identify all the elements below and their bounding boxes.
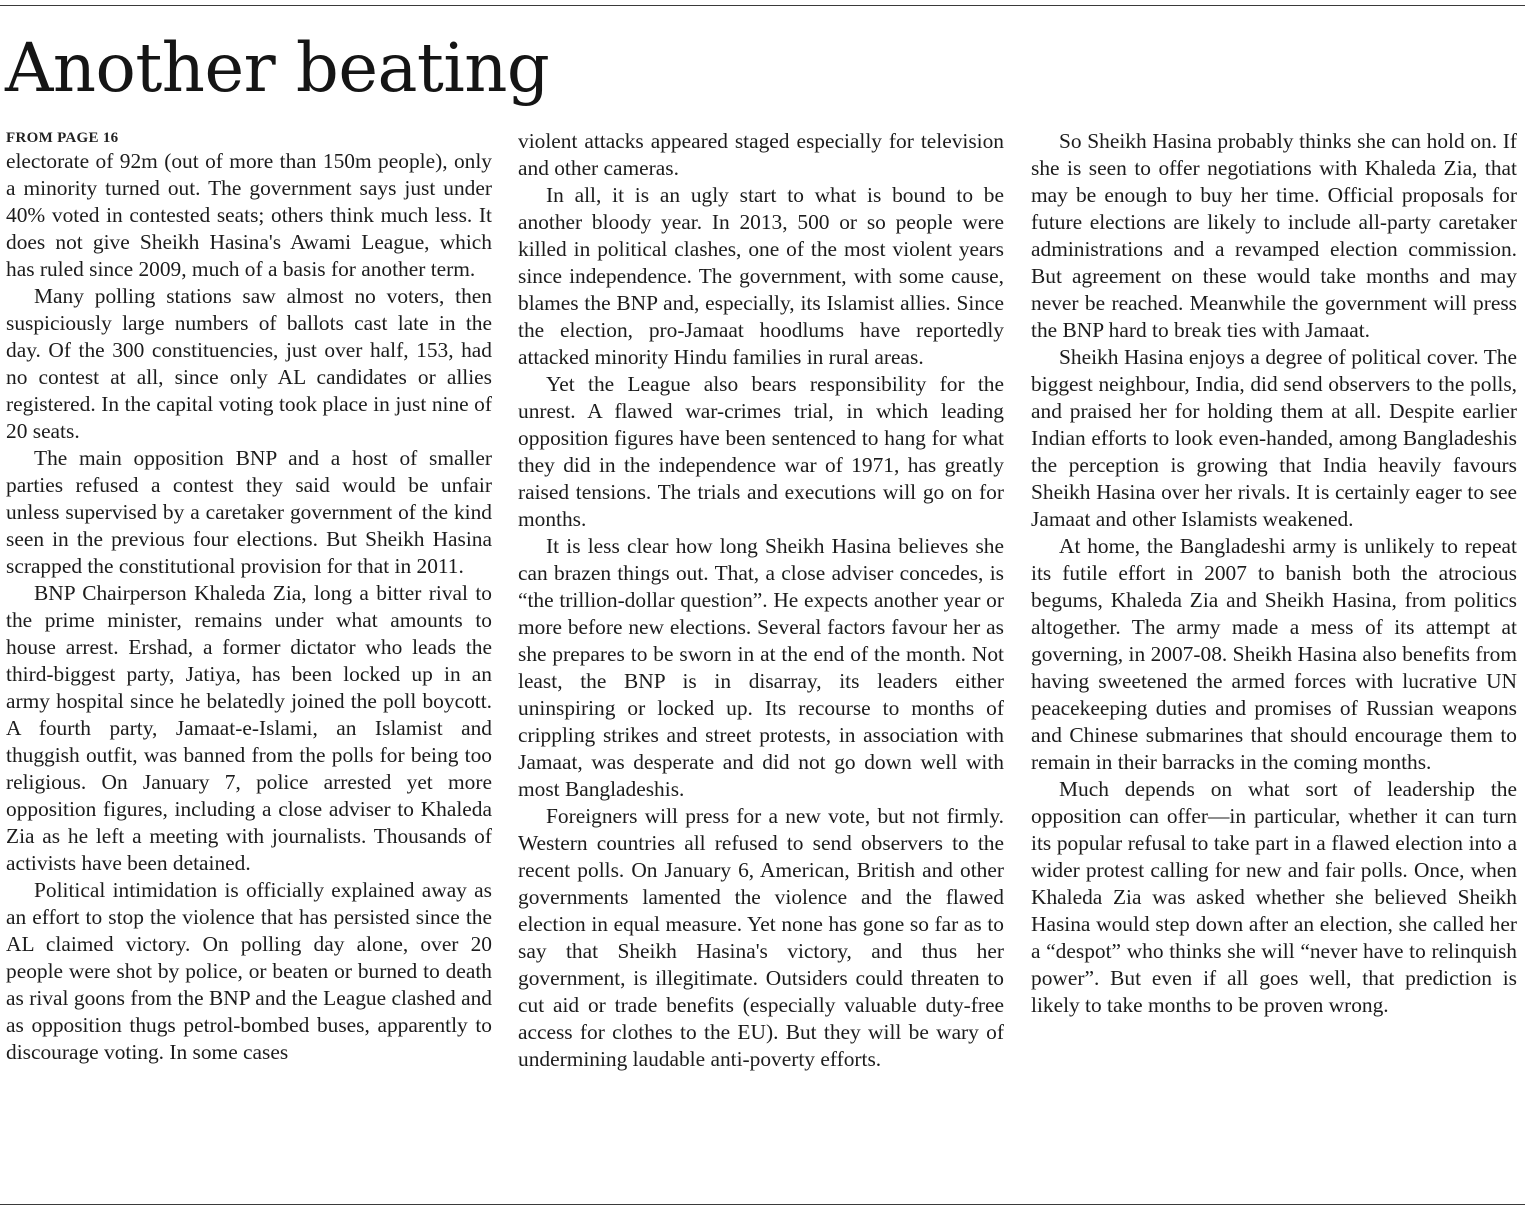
paragraph: violent attacks appeared staged especially for television and other cameras.	[518, 129, 1004, 180]
paragraph: Sheikh Hasina enjoys a degree of political cover. The biggest neighbour, India, did send observers to the polls, and praised her for holding them at all. Despite earlier Indian efforts to look even-handed, among Bangladeshis the perception is growing that India heavily favours Sheikh Hasina over her rivals. It is certainly eager to see Jamaat and other Islamists weakened.	[1031, 345, 1517, 531]
top-rule	[0, 5, 1525, 6]
paragraph: At home, the Bangladeshi army is unlikely to repeat its futile effort in 2007 to banish both the atrocious begums, Khaleda Zia and Sheikh Hasina, from politics altogether. The army made a mess of its attempt at governing, in 2007-08. Sheikh Hasina also benefits from having sweetened the armed forces with lucrative UN peacekeeping duties and promises of Russian weapons and Chinese submarines that should encourage them to remain in their barracks in the coming months.	[1031, 534, 1517, 774]
paragraph: BNP Chairperson Khaleda Zia, long a bitter rival to the prime minister, remains under what amounts to house arrest. Ershad, a former dictator who leads the third-biggest party, Jatiya, has been locked up in an army hospital since he belatedly joined the poll boycott. A fourth party, Jamaat-e-Islami, an Islamist and thuggish outfit, was banned from the polls for being too religious. On January 7, police arrested yet more opposition figures, including a close adviser to Khaleda Zia as he left a meeting with journalists. Thousands of activists have been detained.	[6, 581, 492, 875]
bottom-rule	[0, 1204, 1525, 1205]
headline: Another beating	[5, 29, 550, 107]
paragraph: So Sheikh Hasina probably thinks she can hold on. If she is seen to offer negotiations with Khaleda Zia, that may be enough to buy her time. Official proposals for future elections are likely to include all-party caretaker administrations and a revamped election commission. But agreement on these would take months and may never be reached. Meanwhile the government will press the BNP hard to break ties with Jamaat.	[1031, 129, 1517, 342]
from-page-label: FROM PAGE 16	[6, 130, 119, 146]
paragraph: electorate of 92m (out of more than 150m people), only a minority turned out. The government says just under 40% voted in contested seats; others think much less. It does not give Sheikh Hasina's Awami League, which has ruled since 2009, much of a basis for another term.	[6, 149, 492, 281]
paragraph: Political intimidation is officially explained away as an effort to stop the violence that has persisted since the AL claimed victory. On polling day alone, over 20 people were shot by police, or beaten or burned to death as rival goons from the BNP and the League clashed and as opposition thugs petrol-bombed buses, apparently to discourage voting. In some cases	[6, 878, 492, 1064]
article-column-3	[1031, 128, 1517, 1194]
paragraph: Many polling stations saw almost no voters, then suspiciously large numbers of ballots cast late in the day. Of the 300 constituencies, just over half, 153, had no contest at all, since only AL candidates or allies registered. In the capital voting took place in just nine of 20 seats.	[6, 284, 492, 443]
paragraph: It is less clear how long Sheikh Hasina believes she can brazen things out. That, a close adviser concedes, is “the trillion-dollar question”. He expects another year or more before new elections. Several factors favour her as she prepares to be sworn in at the end of the month. Not least, the BNP is in disarray, its leaders either uninspiring or locked up. Its recourse to months of crippling strikes and street protests, in association with Jamaat, was desperate and did not go down well with most Bangladeshis.	[518, 534, 1004, 801]
paragraph: Yet the League also bears responsibility for the unrest. A flawed war-crimes trial, in which leading opposition figures have been sentenced to hang for what they did in the independence war of 1971, has greatly raised tensions. The trials and executions will go on for months.	[518, 372, 1004, 531]
paragraph: The main opposition BNP and a host of smaller parties refused a contest they said would be unfair unless supervised by a caretaker government of the kind seen in the previous four elections. But Sheikh Hasina scrapped the constitutional provision for that in 2011.	[6, 446, 492, 578]
article-column-2	[518, 128, 1004, 1194]
article-column-1	[6, 128, 492, 1194]
paragraph: In all, it is an ugly start to what is bound to be another bloody year. In 2013, 500 or so people were killed in political clashes, one of the most violent years since independence. The government, with some cause, blames the BNP and, especially, its Islamist allies. Since the election, pro-Jamaat hoodlums have reportedly attacked minority Hindu families in rural areas.	[518, 183, 1004, 369]
paragraph: Foreigners will press for a new vote, but not firmly. Western countries all refused to send observers to the recent polls. On January 6, American, British and other governments lamented the violence and the flawed election in equal measure. Yet none has gone so far as to say that Sheikh Hasina's victory, and thus her government, is illegitimate. Outsiders could threaten to cut aid or trade benefits (especially valuable duty-free access for clothes to the EU). But they will be wary of undermining laudable anti-poverty efforts.	[518, 804, 1004, 1071]
paragraph: Much depends on what sort of leadership the opposition can offer—in particular, whether it can turn its popular refusal to take part in a flawed election into a wider protest calling for new and fair polls. Once, when Khaleda Zia was asked whether she believed Sheikh Hasina would step down after an election, she called her a “despot” who thinks she will “never have to relinquish power”. But even if all goes well, that prediction is likely to take months to be proven wrong.	[1031, 777, 1517, 1017]
